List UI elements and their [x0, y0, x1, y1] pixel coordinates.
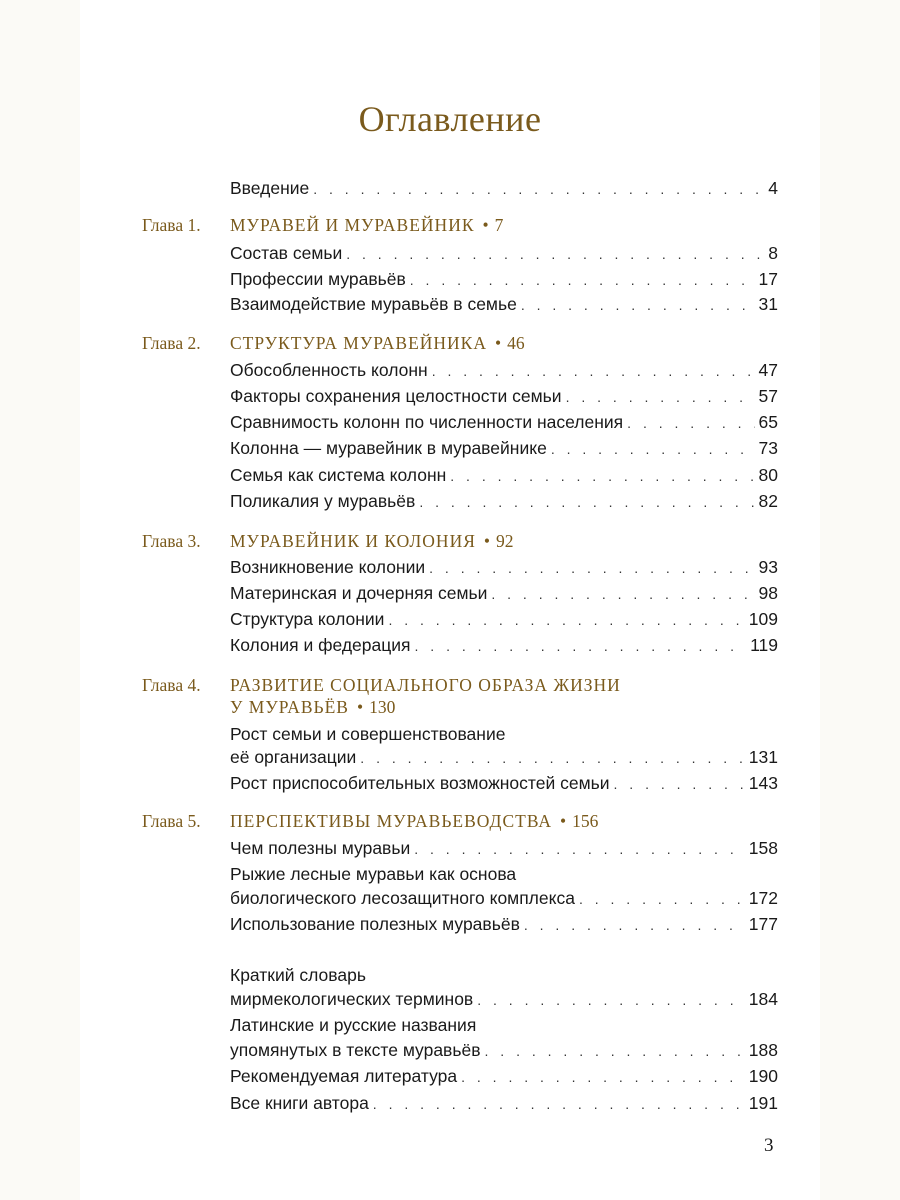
- toc-entry-page: 143: [745, 771, 778, 795]
- toc-entry[interactable]: [230, 836, 778, 860]
- toc-entry-label-line1[interactable]: Краткий словарь: [230, 965, 366, 985]
- toc-entry[interactable]: [230, 292, 778, 316]
- chapter-page: 130: [369, 697, 396, 717]
- toc-entry[interactable]: [230, 489, 778, 513]
- toc-entry-label: Семья как система колонн: [230, 463, 450, 487]
- bullet-separator: •: [356, 697, 364, 717]
- chapter-heading-4-continued[interactable]: [230, 694, 395, 720]
- toc-entry-label: Обособленность колонн: [230, 358, 432, 382]
- dot-leader: [429, 556, 754, 580]
- toc-entry-page: 109: [745, 607, 778, 631]
- dot-leader: [360, 746, 745, 770]
- toc-entry-page: 172: [745, 886, 778, 910]
- dot-leader: [627, 411, 754, 435]
- chapter-title: ПЕРСПЕКТИВЫ МУРАВЬЕВОДСТВА: [230, 811, 553, 831]
- toc-entry-page: 65: [755, 410, 778, 434]
- bullet-separator: •: [560, 811, 567, 831]
- toc-entry-label-line1[interactable]: Латинские и русские названия: [230, 1015, 477, 1035]
- toc-entry-page: 73: [755, 436, 778, 460]
- toc-entry[interactable]: [230, 1038, 778, 1062]
- toc-entry-page: 177: [745, 912, 778, 936]
- chapter-heading-1[interactable]: [142, 212, 782, 238]
- toc-entry-label: Колонна — муравейник в муравейнике: [230, 436, 551, 460]
- toc-entry-page: 4: [764, 176, 778, 200]
- toc-entry-label: биологического лесозащитного комплекса: [230, 886, 579, 910]
- dot-leader: [477, 988, 745, 1012]
- toc-entry-label: Поликалия у муравьёв: [230, 489, 419, 513]
- chapter-heading-3[interactable]: [142, 528, 782, 554]
- toc-entry[interactable]: [230, 607, 778, 631]
- chapter-number: Глава 1.: [142, 215, 201, 235]
- chapter-number: Глава 2.: [142, 333, 201, 353]
- chapter-page: 92: [496, 531, 514, 551]
- page-number: 3: [764, 1135, 774, 1156]
- toc-entry[interactable]: [230, 1091, 778, 1115]
- toc-entry-page: 131: [745, 745, 778, 769]
- toc-entry-label: Чем полезны муравьи: [230, 836, 414, 860]
- chapter-number: Глава 3.: [142, 531, 201, 551]
- page-title: Оглавление: [358, 99, 542, 139]
- toc-entry[interactable]: [230, 410, 778, 434]
- toc-entry-page: 80: [755, 463, 778, 487]
- toc-entry-label: Рост приспособительных возможностей семьи: [230, 771, 614, 795]
- toc-entry[interactable]: [230, 745, 778, 769]
- toc-entry[interactable]: [230, 267, 778, 291]
- toc-entry[interactable]: [230, 384, 778, 408]
- dot-leader: [524, 913, 745, 937]
- toc-entry[interactable]: [230, 987, 778, 1011]
- toc-entry-page: 8: [764, 241, 778, 265]
- toc-entry[interactable]: [230, 241, 778, 265]
- toc-entry-page: 98: [755, 581, 778, 605]
- toc-entry-label: Материнская и дочерняя семьи: [230, 581, 491, 605]
- toc-entry-label: её организации: [230, 745, 360, 769]
- dot-leader: [579, 887, 745, 911]
- dot-leader: [419, 490, 754, 514]
- dot-leader: [313, 177, 764, 201]
- bullet-separator: •: [482, 215, 489, 235]
- chapter-page: 46: [507, 333, 525, 353]
- chapter-number: Глава 4.: [142, 675, 201, 695]
- dot-leader: [491, 582, 754, 606]
- toc-entry[interactable]: [230, 463, 778, 487]
- chapter-title: МУРАВЕЙНИК И КОЛОНИЯ: [230, 531, 476, 551]
- toc-entry[interactable]: [230, 436, 778, 460]
- toc-entry-page: 191: [745, 1091, 778, 1115]
- toc-entry[interactable]: [230, 581, 778, 605]
- toc-entry-label-line1[interactable]: Рост семьи и совершенствование: [230, 724, 506, 744]
- toc-entry-label: Профессии муравьёв: [230, 267, 410, 291]
- toc-entry-page: 57: [755, 384, 778, 408]
- toc-entry-label: Использование полезных муравьёв: [230, 912, 524, 936]
- bullet-separator: •: [483, 531, 491, 551]
- dot-leader: [432, 359, 755, 383]
- chapter-title-line2: У МУРАВЬЁВ: [230, 697, 349, 717]
- chapter-title: СТРУКТУРА МУРАВЕЙНИКА: [230, 333, 487, 353]
- chapter-title: МУРАВЕЙ И МУРАВЕЙНИК: [230, 215, 475, 235]
- toc-entry[interactable]: [230, 555, 778, 579]
- toc-entry-page: 158: [745, 836, 778, 860]
- dot-leader: [461, 1065, 745, 1089]
- toc-entry[interactable]: [230, 886, 778, 910]
- dot-leader: [450, 464, 754, 488]
- dot-leader: [373, 1092, 745, 1116]
- toc-entry-page: 184: [745, 987, 778, 1011]
- toc-entry-intro[interactable]: [230, 176, 778, 200]
- dot-leader: [566, 385, 755, 409]
- toc-entry-label: Состав семьи: [230, 241, 346, 265]
- chapter-title: РАЗВИТИЕ СОЦИАЛЬНОГО ОБРАЗА ЖИЗНИ: [230, 675, 621, 695]
- dot-leader: [614, 772, 745, 796]
- dot-leader: [414, 837, 745, 861]
- book-page: [80, 0, 820, 1200]
- toc-entry-page: 47: [755, 358, 778, 382]
- toc-entry-label: Рекомендуемая литература: [230, 1064, 461, 1088]
- toc-entry-page: 82: [755, 489, 778, 513]
- toc-entry-label: Факторы сохранения целостности семьи: [230, 384, 566, 408]
- chapter-number: Глава 5.: [142, 811, 201, 831]
- toc-entry-label: Колония и федерация: [230, 633, 415, 657]
- chapter-page: 156: [572, 811, 599, 831]
- chapter-heading-5[interactable]: [142, 808, 782, 834]
- toc-entry-label: Возникновение колонии: [230, 555, 429, 579]
- toc-entry-page: 17: [755, 267, 778, 291]
- toc-entry[interactable]: [230, 633, 778, 657]
- toc-entry-label: Введение: [230, 176, 313, 200]
- chapter-heading-2[interactable]: [142, 330, 782, 356]
- toc-entry-label: Все книги автора: [230, 1091, 373, 1115]
- dot-leader: [521, 293, 755, 317]
- bullet-separator: •: [494, 333, 502, 353]
- toc-entry-label-line1[interactable]: Рыжие лесные муравьи как основа: [230, 864, 517, 884]
- toc-entry-page: 188: [745, 1038, 778, 1062]
- toc-entry-page: 93: [755, 555, 778, 579]
- toc-entry-label: Сравнимость колонн по численности населения: [230, 410, 627, 434]
- dot-leader: [388, 608, 744, 632]
- chapter-page: 7: [494, 215, 504, 235]
- toc-entry-label: Структура колонии: [230, 607, 388, 631]
- dot-leader: [346, 242, 764, 266]
- toc-entry-label: мирмекологических терминов: [230, 987, 477, 1011]
- toc-entry[interactable]: [230, 912, 778, 936]
- toc-entry[interactable]: [230, 771, 778, 795]
- toc-entry[interactable]: [230, 1064, 778, 1088]
- toc-entry-page: 119: [746, 633, 778, 657]
- toc-entry-label: упомянутых в тексте муравьёв: [230, 1038, 485, 1062]
- toc-entry-page: 190: [745, 1064, 778, 1088]
- toc-entry[interactable]: [230, 358, 778, 382]
- toc-entry-page: 31: [755, 292, 778, 316]
- dot-leader: [485, 1039, 745, 1063]
- toc-entry-label: Взаимодействие муравьёв в семье: [230, 292, 521, 316]
- dot-leader: [410, 268, 755, 292]
- dot-leader: [551, 437, 755, 461]
- dot-leader: [415, 634, 747, 658]
